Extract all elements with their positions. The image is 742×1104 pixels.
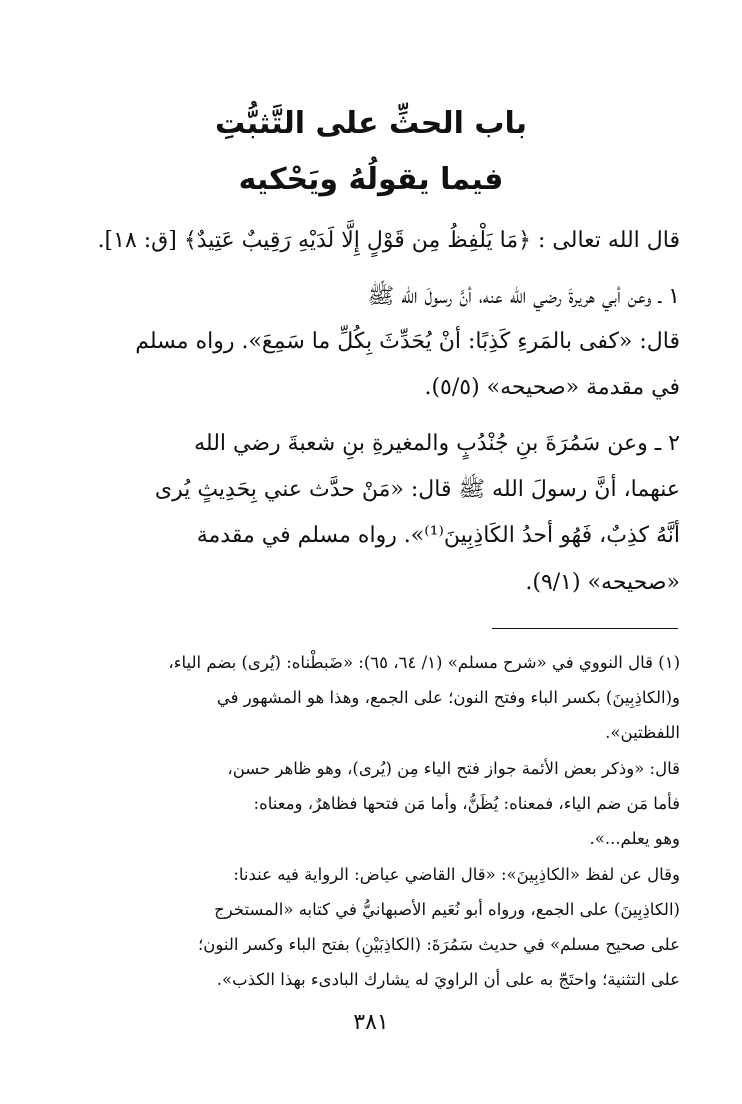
footnote-line-7: وقال عن لفظ «الكاذِبِينَ»: «قال القاضي عياض: الرواية فيه عندنا:: [233, 865, 680, 884]
footnote-separator: [492, 628, 678, 629]
footnote-line-3: اللفظتين».: [605, 723, 680, 742]
hadith-2-line-2: عنهما، أنَّ رسولَ الله ﷺ قال: «مَنْ حدَّث عني بِحَدِيثٍ يُرى: [154, 477, 680, 502]
footnote-line-5: فأما مَن ضم الياء، فمعناه: يُظَنُّ، وأما مَن فتحها فظاهرٌ، ومعناه:: [253, 794, 680, 813]
hadith-2-line-4: «صحيحه» (٩/١).: [525, 570, 680, 595]
hadith-1-line-3: في مقدمة «صحيحه» (٥/٥).: [424, 375, 680, 400]
chapter-title-line-1: باب الحثِّ على التَّثبُّتِ: [214, 106, 528, 141]
quran-verse-line: قال الله تعالى : ﴿مَا يَلْفِظُ مِن قَوْلٍ إِلَّا لَدَيْهِ رَقِيبٌ عَتِيدٌ﴾ [ق: ١٨].: [97, 228, 680, 253]
footnote-line-2: و(الكاذِبِينَ) بكسر الباء وفتح النون؛ على الجمع، وهذا هو المشهور في: [216, 688, 680, 707]
hadith-2-line-3: أنَّهُ كذِبٌ، فَهُو أحدُ الكَاذِبِينَ⁽¹⁾». رواه مسلم في مقدمة: [196, 523, 680, 548]
chapter-title-line-2: فيما يقولُهُ ويَحْكيه: [238, 162, 504, 197]
page-number: ٣٨١: [353, 1010, 389, 1035]
footnote-line-8: (الكاذِبِينَ) على الجمع، ورواه أبو نُعَيم الأصبهانيُّ في كتابه «المستخرج: [214, 900, 680, 919]
hadith-1-line-1: ١ ـ وعن أبي هريرةَ رضي الله عنه، أنَّ رسولَ الله ﷺ: [367, 284, 680, 309]
hadith-2-line-1: ٢ ـ وعن سَمُرَةَ بنِ جُنْدُبٍ والمغيرةِ بنِ شعبةَ رضي الله: [194, 431, 680, 456]
footnote-line-4: قال: «وذكر بعض الأئمة جواز فتح الياء مِن (يُرى)، وهو ظاهر حسن،: [227, 759, 680, 778]
footnote-line-6: وهو يعلم...».: [589, 829, 680, 848]
footnote-line-9: على صحيح مسلم» في حديث سَمُرَةَ: (الكاذِبَيْنِ) بفتح الباء وكسر النون؛: [197, 935, 680, 954]
footnote-line-1: (١) قال النووي في «شرح مسلم» (١/ ٦٤، ٦٥): «ضَبطْناه: (يُرى) بضم الياء،: [168, 653, 680, 672]
hadith-1-line-2: قال: «كفى بالمَرءِ كَذِبًا: أنْ يُحَدِّثَ بِكُلِّ ما سَمِعَ». رواه مسلم: [135, 329, 680, 354]
footnote-line-10: على التثنية؛ واحتَجّ به على أن الراويَ له يشارك البادىء بهذا الكذب».: [216, 970, 680, 989]
